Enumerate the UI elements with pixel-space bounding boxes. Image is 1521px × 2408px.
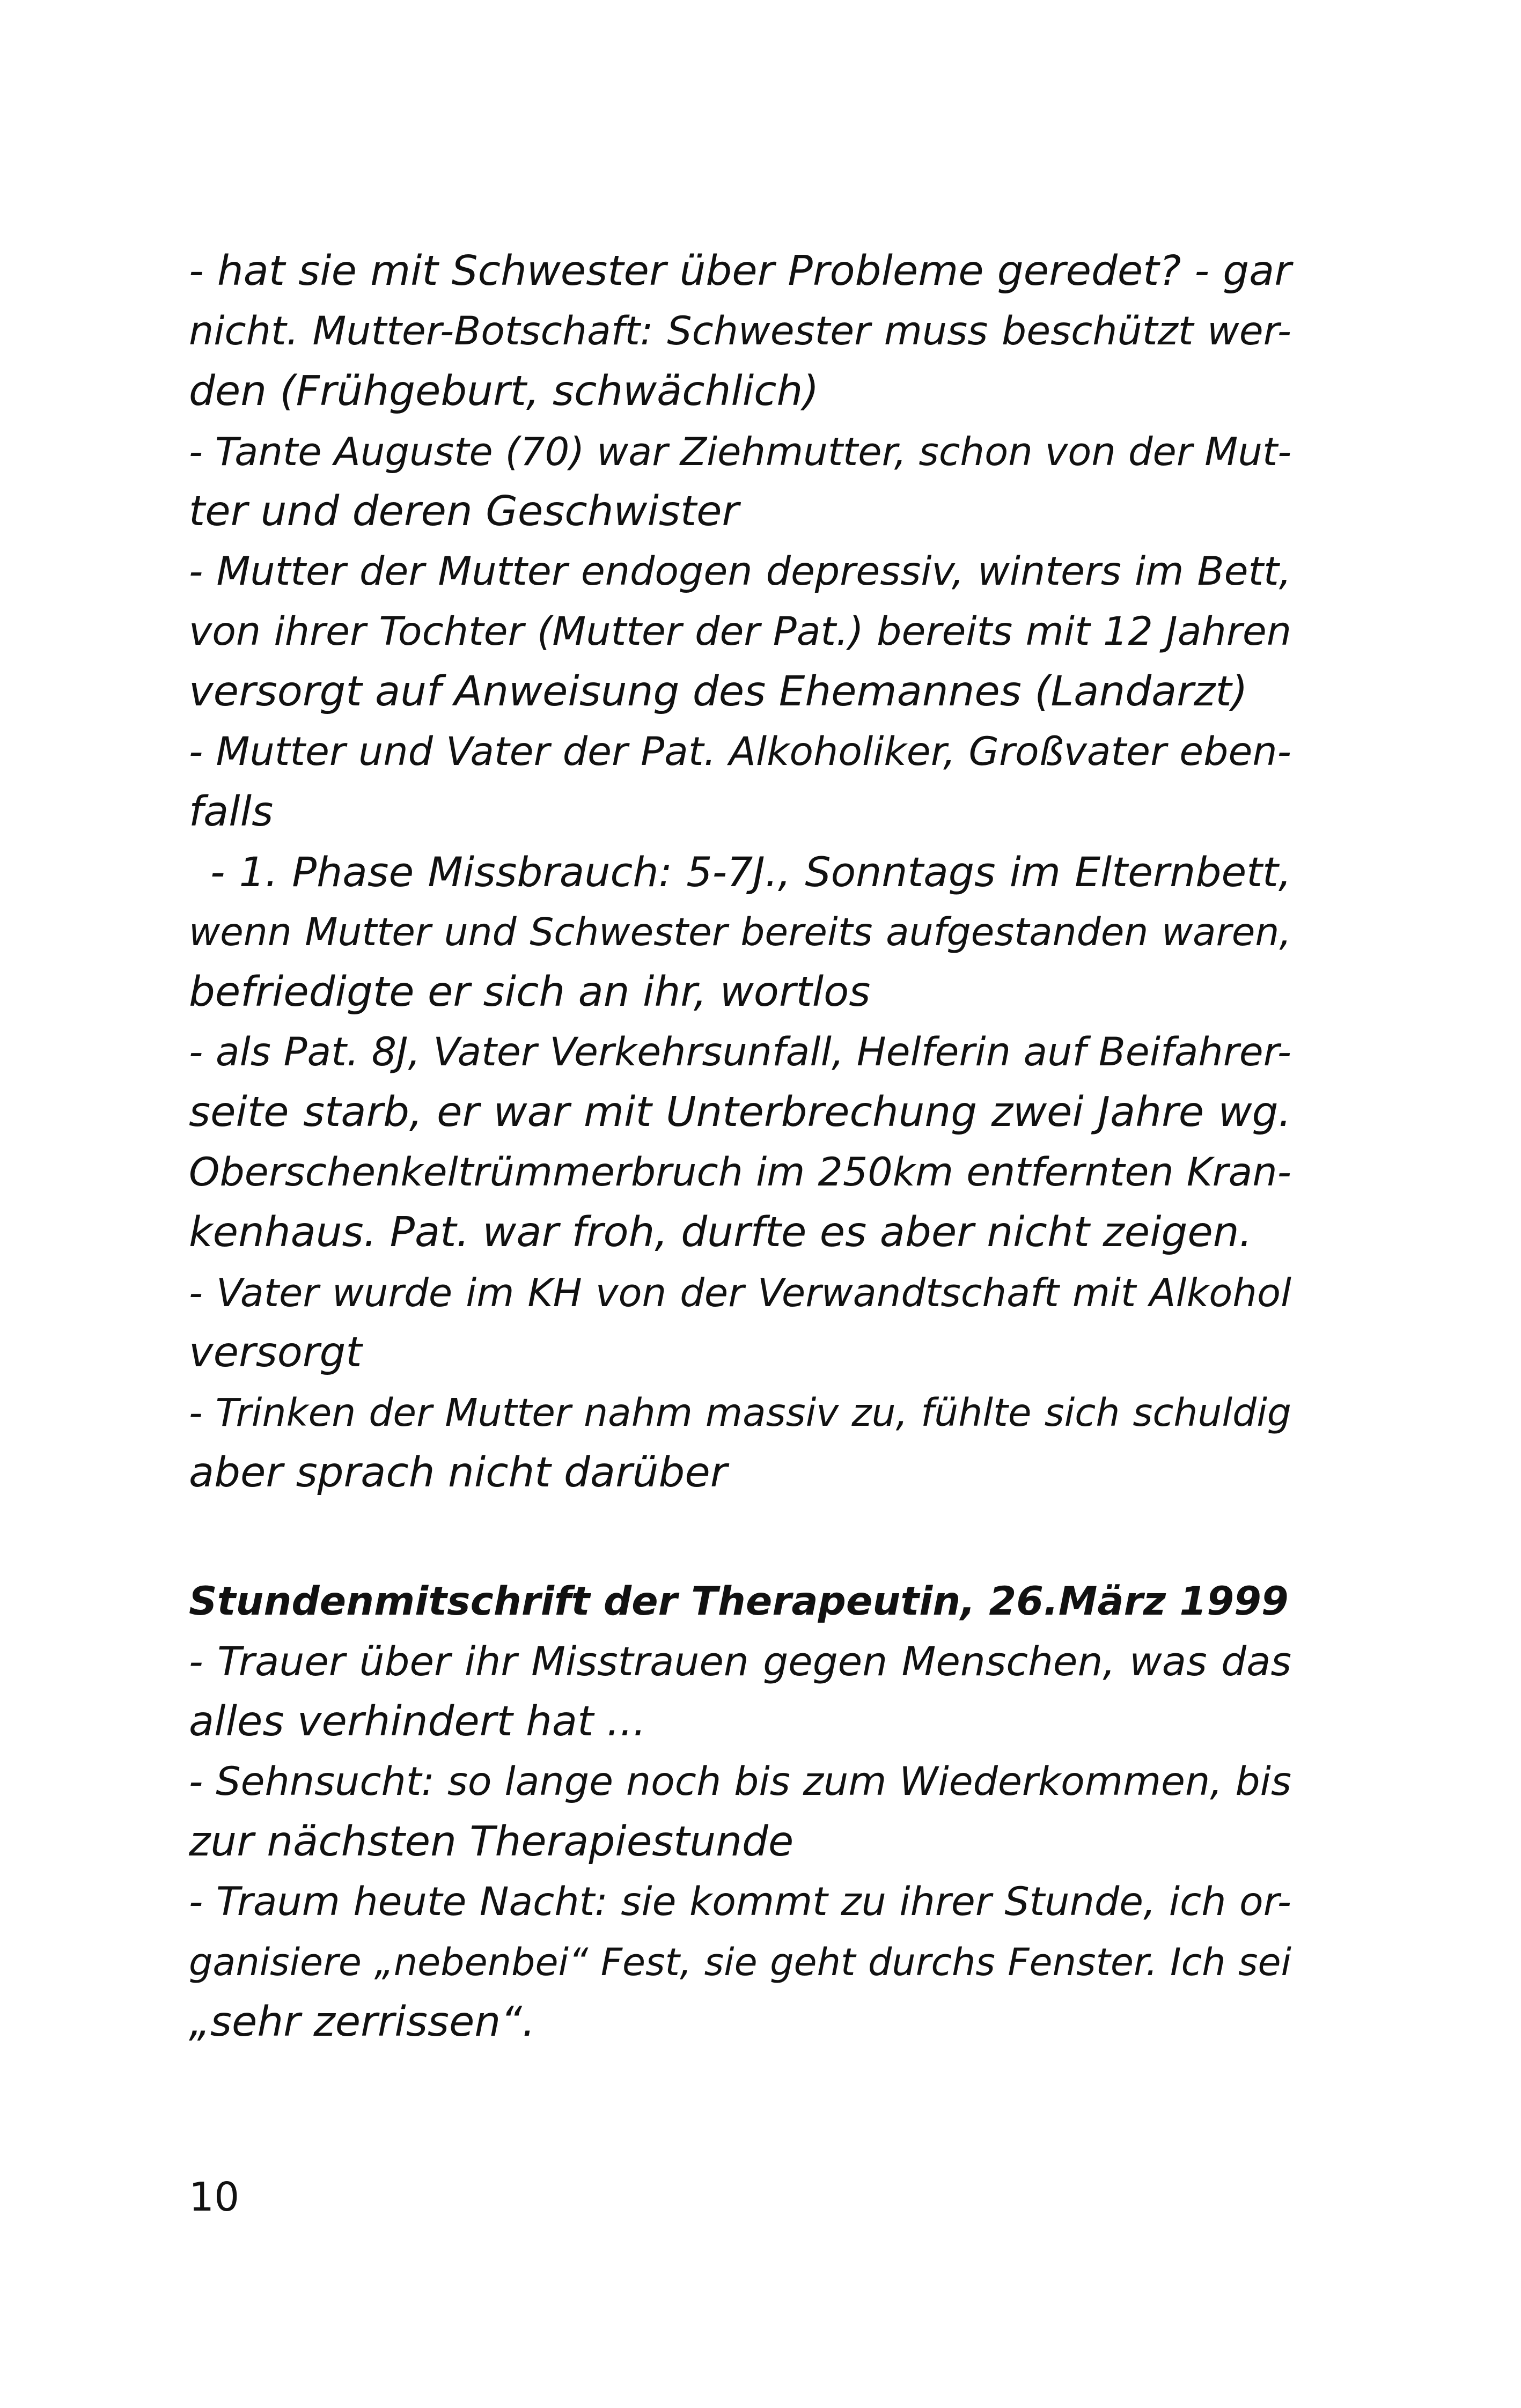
text-line: von ihrer Tochter (Mutter der Pat.) bereits mit 12 Jahren xyxy=(189,609,1291,654)
text-line: falls xyxy=(189,788,274,836)
text-line: - 1. Phase Missbrauch: 5-7J., Sonntags im Elternbett, xyxy=(210,848,1291,896)
text-line: - als Pat. 8J, Vater Verkehrsunfall, Helferin auf Beifahrer- xyxy=(189,1029,1291,1075)
text-line: - Trauer über ihr Misstrauen gegen Menschen, was das xyxy=(189,1639,1291,1685)
text-line: - Mutter der Mutter endogen depressiv, winters im Bett, xyxy=(189,549,1291,594)
text-line: versorgt xyxy=(189,1329,362,1376)
text-line: ter und deren Geschwister xyxy=(189,488,739,535)
text-line: wenn Mutter und Schwester bereits aufgestanden waren, xyxy=(189,910,1291,954)
text-line: - Mutter und Vater der Pat. Alkoholiker, Großvater eben- xyxy=(189,729,1291,775)
text-line: kenhaus. Pat. war froh, durfte es aber nicht zeigen. xyxy=(189,1209,1253,1256)
text-line: - Vater wurde im KH von der Verwandtschaft mit Alkohol xyxy=(189,1270,1291,1315)
text-line: - Trinken der Mutter nahm massiv zu, fühlte sich schuldig xyxy=(189,1390,1291,1435)
text-line: „sehr zerrissen“. xyxy=(189,1998,535,2046)
text-line: aber sprach nicht darüber xyxy=(189,1449,728,1497)
text-line: zur nächsten Therapiestunde xyxy=(189,1818,794,1866)
text-line: - Tante Auguste (70) war Ziehmutter, schon von der Mut- xyxy=(189,429,1292,474)
text-line: versorgt auf Anweisung des Ehemannes (Landarzt) xyxy=(189,668,1248,716)
text-line: ganisiere „nebenbei“ Fest, sie geht durchs Fenster. Ich sei xyxy=(189,1940,1291,1984)
page-number: 10 xyxy=(189,2174,240,2220)
text-line: - Sehnsucht: so lange noch bis zum Wiederkommen, bis xyxy=(189,1759,1291,1805)
text-line: seite starb, er war mit Unterbrechung zwei Jahre wg. xyxy=(189,1088,1291,1136)
text-line: - Traum heute Nacht: sie kommt zu ihrer Stunde, ich or- xyxy=(189,1879,1291,1925)
text-line: Oberschenkeltrümmerbruch im 250km entfernten Kran- xyxy=(189,1150,1291,1195)
text-line: den (Frühgeburt, schwächlich) xyxy=(189,367,819,415)
text-line: nicht. Mutter-Botschaft: Schwester muss beschützt wer- xyxy=(189,308,1291,354)
text-line: befriedigte er sich an ihr, wortlos xyxy=(189,968,871,1016)
text-line: - hat sie mit Schwester über Probleme geredet? - gar xyxy=(189,247,1291,295)
section-heading: Stundenmitschrift der Therapeutin, 26.März 1999 xyxy=(189,1579,1289,1624)
text-line: alles verhindert hat ... xyxy=(189,1698,646,1746)
